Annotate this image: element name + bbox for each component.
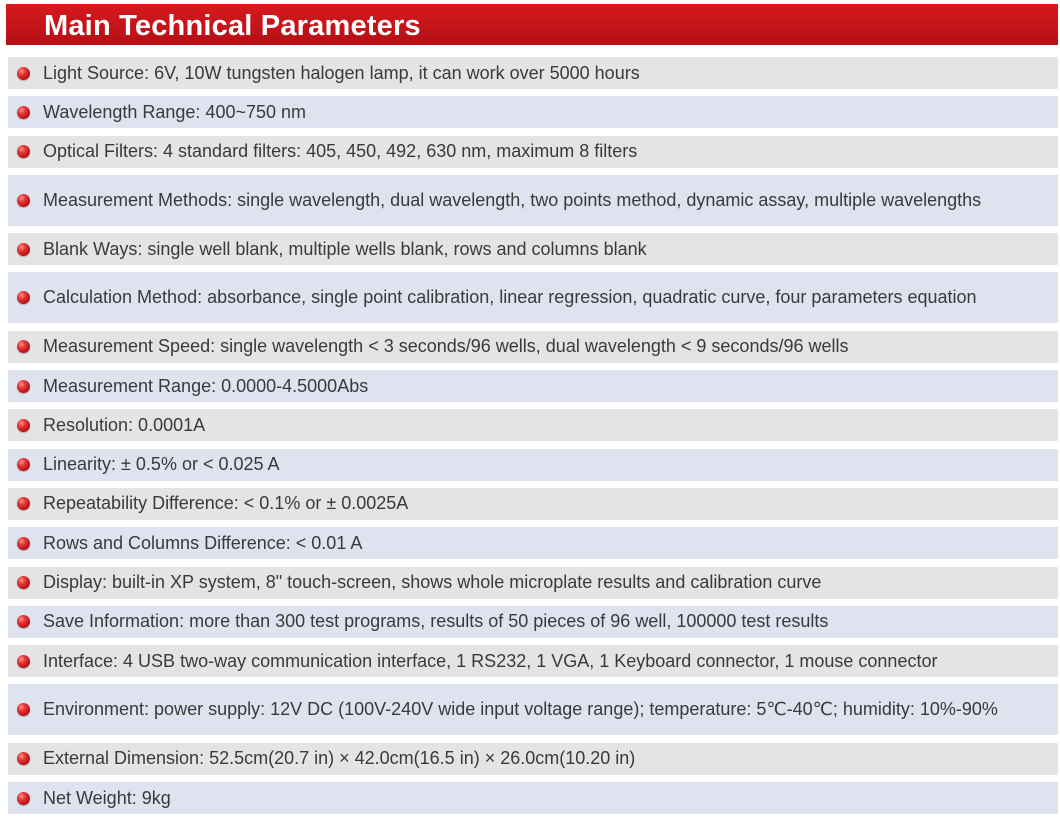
list-item-text: Optical Filters: 4 standard filters: 405, 450, 492, 630 nm, maximum 8 filters	[43, 141, 638, 162]
list-item	[8, 96, 1058, 128]
red-ball-bullet-icon	[17, 380, 30, 393]
red-ball-bullet-icon	[17, 145, 30, 158]
list-item	[8, 527, 1058, 559]
red-ball-bullet-icon	[17, 243, 30, 256]
red-ball-bullet-icon	[17, 576, 30, 589]
list-item-text: Environment: power supply: 12V DC (100V-240V wide input voltage range); temperature: 5℃-40℃; humidity: 10%-90%	[43, 699, 998, 720]
list-item-text: Net Weight: 9kg	[43, 787, 171, 808]
list-item-text: Measurement Speed: single wavelength < 3 seconds/96 wells, dual wavelength < 9 seconds/96 wells	[43, 336, 849, 357]
list-item-text: Save Information: more than 300 test programs, results of 50 pieces of 96 well, 100000 test results	[43, 611, 829, 632]
list-item	[8, 449, 1058, 481]
list-item	[8, 136, 1058, 168]
list-item	[8, 567, 1058, 599]
red-ball-bullet-icon	[17, 615, 30, 628]
parameter-list	[8, 57, 1058, 821]
list-item	[8, 606, 1058, 638]
list-item	[8, 175, 1058, 226]
list-item-text: External Dimension: 52.5cm(20.7 in) × 42.0cm(16.5 in) × 26.0cm(10.20 in)	[43, 748, 636, 769]
red-ball-bullet-icon	[17, 340, 30, 353]
red-ball-bullet-icon	[17, 792, 30, 805]
section-header	[6, 4, 1058, 47]
list-item	[8, 782, 1058, 814]
red-ball-bullet-icon	[17, 67, 30, 80]
list-item	[8, 370, 1058, 402]
red-ball-bullet-icon	[17, 419, 30, 432]
list-item-text: Display: built-in XP system, 8" touch-screen, shows whole microplate results and calibration curve	[43, 572, 822, 593]
list-item-text: Resolution: 0.0001A	[43, 414, 206, 435]
list-item	[8, 684, 1058, 735]
list-item-text: Blank Ways: single well blank, multiple wells blank, rows and columns blank	[43, 238, 647, 259]
list-item-text: Measurement Range: 0.0000-4.5000Abs	[43, 375, 369, 396]
list-item	[8, 645, 1058, 677]
list-item-text: Wavelength Range: 400~750 nm	[43, 101, 307, 122]
red-ball-bullet-icon	[17, 752, 30, 765]
list-item-text: Measurement Methods: single wavelength, dual wavelength, two points method, dynamic assay, multiple wavelengths	[43, 189, 982, 210]
red-ball-bullet-icon	[17, 291, 30, 304]
red-ball-bullet-icon	[17, 497, 30, 510]
list-item-text: Rows and Columns Difference: < 0.01 A	[43, 532, 363, 553]
list-item-text: Interface: 4 USB two-way communication interface, 1 RS232, 1 VGA, 1 Keyboard connector, 1 mouse connector	[43, 650, 938, 671]
list-item	[8, 233, 1058, 265]
red-ball-bullet-icon	[17, 458, 30, 471]
list-item	[8, 409, 1058, 441]
list-item	[8, 331, 1058, 363]
list-item-text: Calculation Method: absorbance, single point calibration, linear regression, quadratic curve, four parameters equation	[43, 287, 977, 308]
red-ball-bullet-icon	[17, 194, 30, 207]
list-item	[8, 743, 1058, 775]
page-title: Main Technical Parameters	[44, 10, 421, 42]
list-item-text: Linearity: ± 0.5% or < 0.025 A	[43, 454, 280, 475]
list-item-text: Repeatability Difference: < 0.1% or ± 0.0025A	[43, 493, 409, 514]
list-item	[8, 272, 1058, 323]
list-item	[8, 57, 1058, 89]
red-ball-bullet-icon	[17, 106, 30, 119]
red-ball-bullet-icon	[17, 703, 30, 716]
red-ball-bullet-icon	[17, 655, 30, 668]
list-item-text: Light Source: 6V, 10W tungsten halogen lamp, it can work over 5000 hours	[43, 62, 640, 83]
red-ball-bullet-icon	[17, 537, 30, 550]
list-item	[8, 488, 1058, 520]
